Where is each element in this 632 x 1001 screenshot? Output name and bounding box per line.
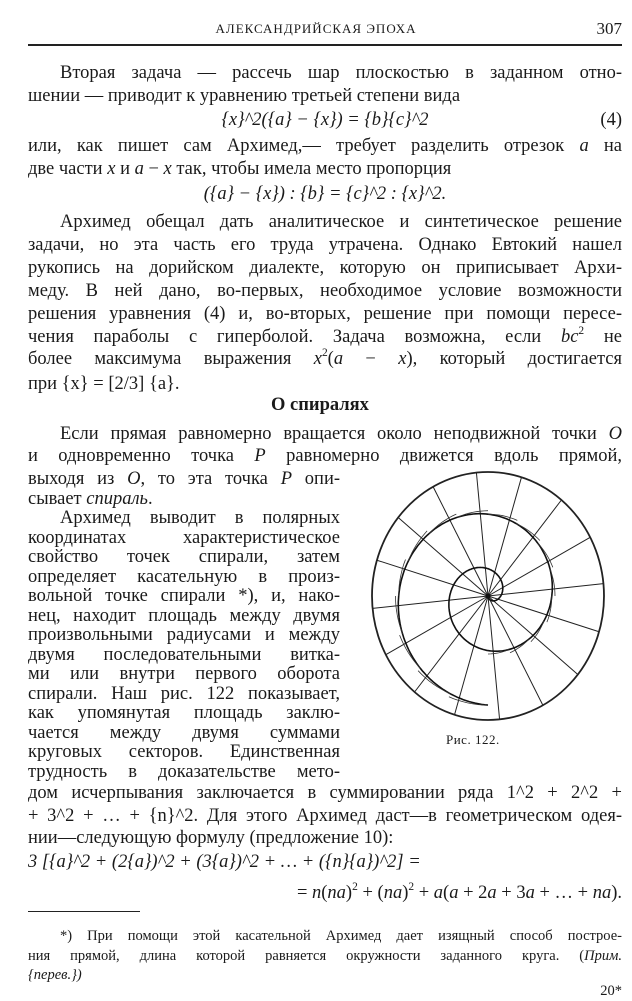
text-line: рукопись на дорийском диалекте, которую он приписывает Архи- xyxy=(28,258,622,278)
text-line: нец, находит площадь между двумя xyxy=(28,605,340,626)
center-point-o xyxy=(486,594,491,599)
text-line: более максимума выражения $x^2(a - x)$, который достигается xyxy=(28,346,622,369)
radius-line xyxy=(398,518,488,596)
text-line: Если прямая равномерно вращается около неподвижной точки O xyxy=(60,424,622,444)
radius-line xyxy=(455,596,488,715)
section-heading: О спиралях xyxy=(271,395,369,415)
footnote-line: *) При помощи этой касательной Архимед дает изящный способ построе- xyxy=(60,928,622,944)
text-line: сывает спираль. xyxy=(28,488,153,509)
running-title: АЛЕКСАНДРИЙСКАЯ ЭПОХА xyxy=(215,21,417,36)
page-number: 307 xyxy=(596,19,622,38)
text-line: задачи, но эта часть его труда утрачена. Однако Евтокий нашел xyxy=(28,235,622,255)
radius-line xyxy=(488,500,561,596)
equation: ({a} − {x}) : {b} = {c}^2 : {x}^2. xyxy=(203,184,447,204)
figure-spiral xyxy=(360,460,620,730)
equation-number: (4) xyxy=(600,110,622,130)
equation: {x}^2({a} − {x}) = {b}{c}^2 xyxy=(221,110,429,130)
radius-line xyxy=(488,596,599,632)
text-line: как упомянутая площадь заклю- xyxy=(28,703,340,723)
text-line: выходя из O, то эта точка P опи- xyxy=(28,469,340,489)
header-rule xyxy=(28,44,622,46)
radius-line xyxy=(488,584,603,596)
text-line: чается между двумя суммами xyxy=(28,722,340,743)
text-line: шении — приводит к уравнению третьей степени вида xyxy=(28,86,461,106)
text-line: чения параболы с гиперболой. Задача возможна, если $bc^2$ не xyxy=(28,324,622,347)
text-line: вольной точке спирали *), и, нако- xyxy=(28,586,340,606)
radius-line xyxy=(488,477,521,596)
footnote-line: ния прямой, длина которой равняется окружности заданного круга. (Прим. xyxy=(28,948,622,964)
text-line: Архимед выводит в полярных xyxy=(60,508,340,528)
text-line: ми или внутри первого оборота xyxy=(28,664,340,684)
signature-mark: 20* xyxy=(600,983,622,999)
text-line: Вторая задача — рассечь шар плоскостью в заданном отно- xyxy=(60,63,622,83)
text-line: трудность в доказательстве мето- xyxy=(28,761,340,782)
text-line: нии—следующую формулу (предложение 10): xyxy=(28,828,394,848)
text-line: произвольными радиусами и между xyxy=(28,625,340,645)
text-line: + 3^2 + … + {n}^2. Для этого Архимед даст—в геометрическом одея- xyxy=(28,806,622,826)
text-line: координатах характеристическое xyxy=(28,527,340,548)
footnote-line: {перев.}) xyxy=(28,967,82,983)
text-line: определяет касательную в произ- xyxy=(28,566,340,587)
footnote-rule xyxy=(28,911,140,912)
equation: = n(na)$^2$ + (na)$^2$ + a(a + 2a + 3a + … + na). xyxy=(296,880,622,903)
text-line: или, как пишет сам Архимед,— требует разделить отрезок a на xyxy=(28,136,622,156)
radius-line xyxy=(373,596,488,608)
text-line: две части x и a − x так, чтобы имела место пропорция xyxy=(28,159,452,179)
figure-caption: Рис. 122. xyxy=(446,732,500,747)
text-line: спирали. Наш рис. 122 показывает, xyxy=(28,683,340,704)
equation: 3 [{a}^2 + (2{a})^2 + (3{a})^2 + … + ({n}{a})^2] = xyxy=(28,852,421,872)
text-line: двумя последовательными витка- xyxy=(28,644,340,665)
radius-line xyxy=(377,560,488,596)
text-line: дом исчерпывания заключается в суммировании ряда 1^2 + 2^2 + xyxy=(28,783,622,803)
text-line: и одновременно точка P равномерно движется вдоль прямой, xyxy=(28,446,622,466)
text-line: меду. В ней дано, во-первых, необходимое условие возможности xyxy=(28,281,622,301)
text-line: свойство точек спирали, затем xyxy=(28,547,340,567)
text-line: круговых секторов. Единственная xyxy=(28,742,340,762)
text-line: при {x} = [2/3] {a}. xyxy=(28,374,180,394)
text-line: Архимед обещал дать аналитическое и синтетическое решение xyxy=(60,212,622,232)
text-line: решения уравнения (4) и, во-вторых, решение при помощи пересе- xyxy=(28,304,622,324)
